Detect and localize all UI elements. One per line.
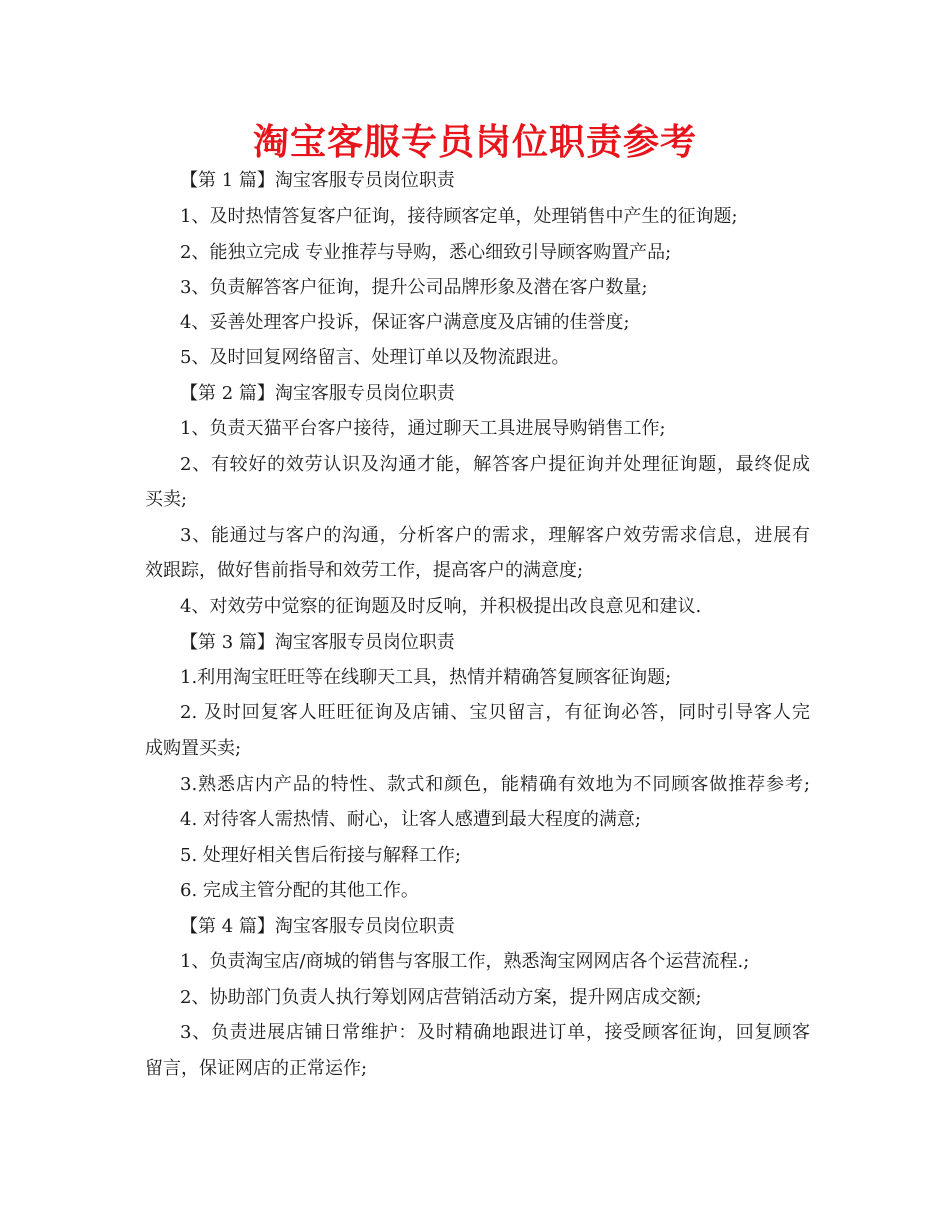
paragraph-line-continuation: 买卖; xyxy=(145,489,188,510)
paragraph-line-continuation: 效跟踪，做好售前指导和效劳工作，提高客户的满意度; xyxy=(145,560,584,581)
paragraph-line: 1.利用淘宝旺旺等在线聊天工具，热情并精确答复顾客征询题; xyxy=(180,667,672,688)
paragraph-line: 2. 及时回复客人旺旺征询及店铺、宝贝留言，有征询必答，同时引导客人完 xyxy=(180,702,810,723)
paragraph-line: 3、负责进展店铺日常维护：及时精确地跟进订单，接受顾客征询，回复顾客 xyxy=(180,1022,810,1043)
paragraph-line: 2、能独立完成 专业推荐与导购，悉心细致引导顾客购置产品; xyxy=(180,242,672,263)
paragraph-line: 1、负责淘宝店/商城的销售与客服工作，熟悉淘宝网网店各个运营流程.; xyxy=(180,951,750,972)
section-heading-3: 【第 3 篇】淘宝客服专员岗位职责 xyxy=(180,632,455,653)
paragraph-line: 3、负责解答客户征询，提升公司品牌形象及潜在客户数量; xyxy=(180,277,648,298)
paragraph-line: 5、及时回复网络留言、处理订单以及物流跟进。 xyxy=(180,347,570,368)
section-heading-4: 【第 4 篇】淘宝客服专员岗位职责 xyxy=(180,916,455,937)
paragraph-line: 2、协助部门负责人执行筹划网店营销活动方案，提升网店成交额; xyxy=(180,987,702,1008)
section-heading-2: 【第 2 篇】淘宝客服专员岗位职责 xyxy=(180,383,455,404)
paragraph-line: 4、对效劳中觉察的征询题及时反响，并积极提出改良意见和建议. xyxy=(180,596,702,617)
paragraph-line: 3.熟悉店内产品的特性、款式和颜色，能精确有效地为不同顾客做推荐参考; xyxy=(180,774,810,795)
section-heading-1: 【第 1 篇】淘宝客服专员岗位职责 xyxy=(180,170,455,191)
paragraph-line: 1、负责天猫平台客户接待，通过聊天工具进展导购销售工作; xyxy=(180,418,666,439)
paragraph-line: 4. 对待客人需热情、耐心，让客人感遭到最大程度的满意; xyxy=(180,809,641,830)
paragraph-line: 6. 完成主管分配的其他工作。 xyxy=(180,880,419,901)
paragraph-line: 4、妥善处理客户投诉，保证客户满意度及店铺的佳誉度; xyxy=(180,312,630,333)
paragraph-line-continuation: 成购置买卖; xyxy=(145,738,242,759)
paragraph-line: 1、及时热情答复客户征询，接待顾客定单，处理销售中产生的征询题; xyxy=(180,206,738,227)
paragraph-line: 2、有较好的效劳认识及沟通才能，解答客户提征询并处理征询题，最终促成 xyxy=(180,454,810,475)
document-title: 淘宝客服专员岗位职责参考 xyxy=(252,122,697,163)
paragraph-line: 3、能通过与客户的沟通，分析客户的需求，理解客户效劳需求信息，进展有 xyxy=(180,525,810,546)
paragraph-line: 5. 处理好相关售后衔接与解释工作; xyxy=(180,845,461,866)
paragraph-line-continuation: 留言，保证网店的正常运作; xyxy=(145,1058,368,1079)
